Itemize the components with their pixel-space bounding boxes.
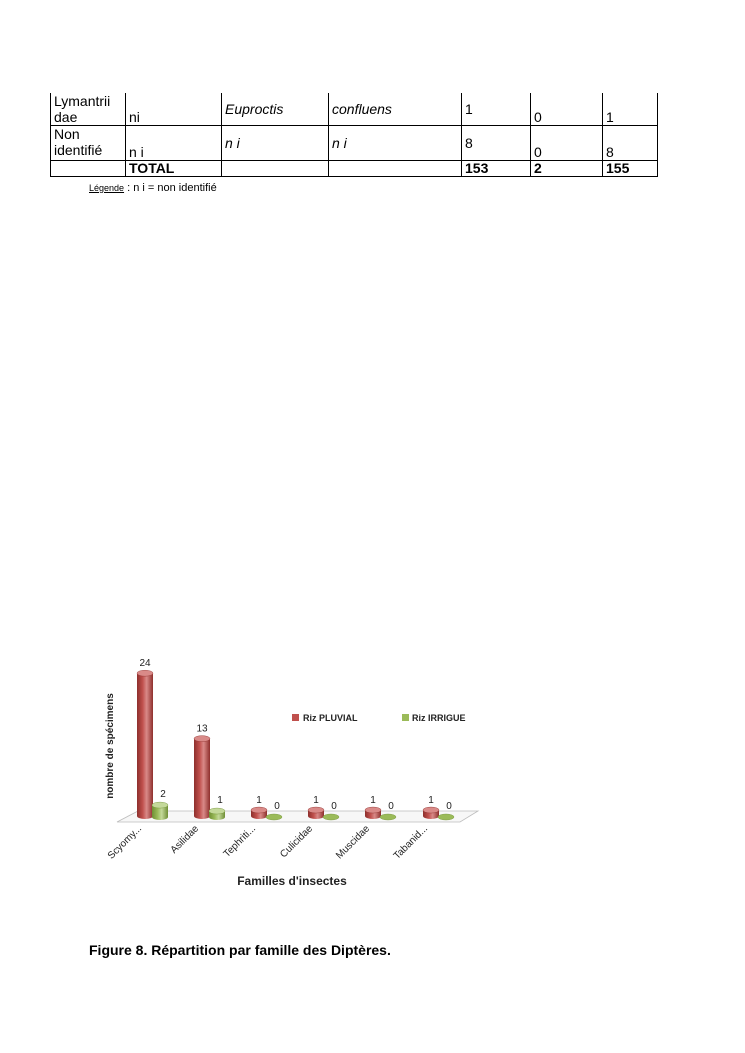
data-label-pluvial: 1	[370, 795, 376, 807]
family-cell: Lymantrii dae	[51, 93, 126, 126]
legend-note-label: Légende	[89, 183, 125, 193]
bar-irrigue-1	[209, 808, 225, 820]
legend-note-text: : n i = non identifié	[124, 182, 217, 194]
family-cell: Non identifié	[51, 126, 126, 161]
chart-bars	[137, 670, 454, 820]
genus-cell: Euproctis	[222, 93, 329, 126]
x-tick-label: Tabanid...	[391, 823, 431, 862]
bar-pluvial-5	[423, 807, 439, 819]
bar-irrigue-2	[266, 814, 282, 820]
legend-swatch-pluvial	[292, 714, 299, 721]
figure-caption: Figure 8. Répartition par famille des Diptères.	[89, 942, 391, 958]
data-label-irrigue: 1	[217, 795, 223, 807]
bar-pluvial-3	[308, 807, 324, 819]
legend-label-pluvial: Riz PLUVIAL	[303, 713, 358, 723]
bar-irrigue-3	[323, 814, 339, 820]
bar-irrigue-5	[438, 814, 454, 820]
subfamily-cell: ni	[126, 93, 222, 126]
bar-pluvial-1	[194, 736, 210, 819]
data-label-irrigue: 0	[331, 801, 337, 812]
total-pluvial-cell: 153	[462, 161, 531, 177]
legend-label-irrigue: Riz IRRIGUE	[412, 713, 466, 723]
x-axis-label: Familles d'insectes	[237, 874, 347, 888]
data-label-irrigue: 0	[274, 801, 280, 812]
bar-irrigue-4	[380, 814, 396, 820]
bar-pluvial-0	[137, 670, 153, 819]
bar-pluvial-2	[251, 807, 267, 819]
data-label-pluvial: 1	[256, 795, 262, 807]
x-tick-label: Scyomy...	[105, 823, 145, 862]
pluvial-cell: 1	[462, 93, 531, 126]
legend-swatch-irrigue	[402, 714, 409, 721]
y-axis-label: nombre de spécimens	[105, 693, 116, 799]
species-cell: n i	[329, 126, 462, 161]
x-tick-label: Muscidae	[334, 823, 373, 862]
genus-cell: n i	[222, 126, 329, 161]
irrigue-cell: 0	[531, 93, 603, 126]
chart-labels	[106, 658, 452, 862]
x-tick-label: Asilidae	[168, 823, 202, 856]
pluvial-cell: 8	[462, 126, 531, 161]
species-cell: confluens	[329, 93, 462, 126]
bar-irrigue-0	[152, 802, 168, 820]
total-irrigue-cell: 2	[531, 161, 603, 177]
data-label-pluvial: 1	[428, 795, 434, 807]
total-cell: 1	[603, 93, 658, 126]
data-label-pluvial: 24	[139, 658, 151, 670]
data-label-irrigue: 0	[388, 801, 394, 812]
x-tick-label: Culicidae	[278, 823, 316, 861]
data-label-irrigue: 2	[160, 789, 166, 801]
total-label-cell: TOTAL	[126, 161, 222, 177]
data-label-pluvial: 13	[196, 723, 208, 735]
data-label-irrigue: 0	[446, 801, 452, 812]
irrigue-cell: 0	[531, 126, 603, 161]
subfamily-cell: n i	[126, 126, 222, 161]
chart-legend	[292, 713, 466, 723]
total-cell: 8	[603, 126, 658, 161]
x-tick-label: Tephriti...	[221, 823, 259, 860]
data-label-pluvial: 1	[313, 795, 319, 807]
grand-total-cell: 155	[603, 161, 658, 177]
bar-pluvial-4	[365, 807, 381, 819]
